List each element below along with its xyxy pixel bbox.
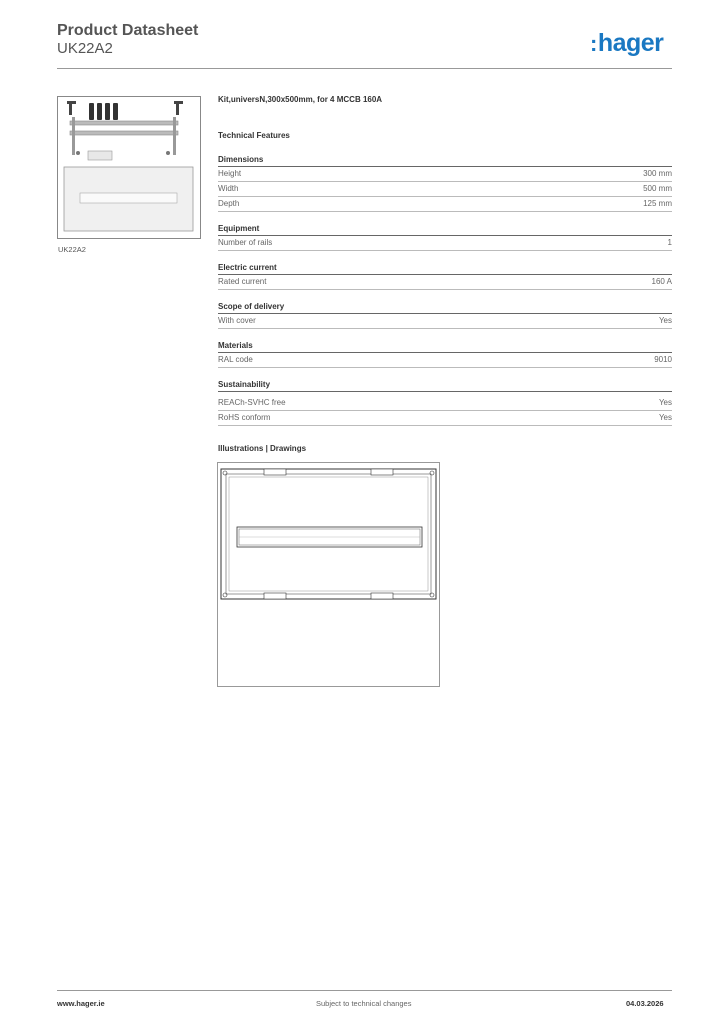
section-sustainability — [218, 380, 672, 426]
front-view-drawing — [218, 463, 439, 686]
section-materials — [218, 341, 672, 368]
spec-value: 300 mm — [643, 169, 672, 178]
logo-text: hager — [597, 29, 664, 57]
spec-row — [218, 314, 672, 329]
spec-row — [218, 236, 672, 251]
illustrations-title: Illustrations | Drawings — [218, 444, 307, 453]
footer-divider — [57, 990, 672, 991]
footer-notice: Subject to technical changes — [316, 999, 412, 1008]
section-equipment — [218, 224, 672, 251]
page-title: Product Datasheet — [57, 22, 199, 39]
product-description: Kit,universN,300x500mm, for 4 MCCB 160A — [218, 95, 383, 104]
technical-drawing — [217, 462, 440, 687]
section-dimensions — [218, 155, 672, 212]
spec-label: Number of rails — [218, 238, 273, 247]
spec-label: Width — [218, 184, 239, 193]
spec-row — [218, 167, 672, 182]
spec-value: 125 mm — [643, 199, 672, 208]
section-electric-current — [218, 263, 672, 290]
spec-row — [218, 197, 672, 212]
spec-label: With cover — [218, 316, 256, 325]
spec-label: Depth — [218, 199, 240, 208]
spec-value: Yes — [658, 316, 672, 325]
logo-dots-icon: : — [590, 31, 597, 56]
spec-value: 9010 — [654, 355, 672, 364]
hager-logo[interactable] — [590, 29, 663, 58]
spec-row — [218, 182, 672, 197]
section-title: Dimensions — [218, 155, 672, 167]
spec-value: 500 mm — [643, 184, 672, 193]
spec-label: RAL code — [218, 355, 253, 364]
product-kit-illustration — [58, 97, 200, 238]
footer-website-link[interactable]: www.hager.ie — [57, 999, 105, 1008]
product-code: UK22A2 — [57, 40, 113, 57]
section-title: Equipment — [218, 224, 672, 236]
section-title: Materials — [218, 341, 672, 353]
section-scope-of-delivery — [218, 302, 672, 329]
section-title: Electric current — [218, 263, 672, 275]
product-image — [57, 96, 201, 239]
spec-row — [218, 396, 672, 411]
technical-content — [218, 95, 672, 426]
section-title: Sustainability — [218, 380, 672, 392]
spec-row — [218, 411, 672, 426]
technical-features-title: Technical Features — [218, 131, 290, 140]
product-image-caption: UK22A2 — [58, 245, 86, 254]
spec-label: Rated current — [218, 277, 267, 286]
spec-label: REACh-SVHC free — [218, 398, 286, 407]
spec-label: Height — [218, 169, 242, 178]
header-divider — [57, 68, 672, 69]
section-title: Scope of delivery — [218, 302, 672, 314]
spec-label: RoHS conform — [218, 413, 271, 422]
footer-date: 04.03.2026 — [626, 999, 664, 1008]
spec-row — [218, 353, 672, 368]
spec-row — [218, 275, 672, 290]
spec-value: Yes — [658, 413, 672, 422]
spec-value: Yes — [658, 398, 672, 407]
spec-value: 160 A — [651, 277, 672, 286]
spec-value: 1 — [667, 238, 672, 247]
